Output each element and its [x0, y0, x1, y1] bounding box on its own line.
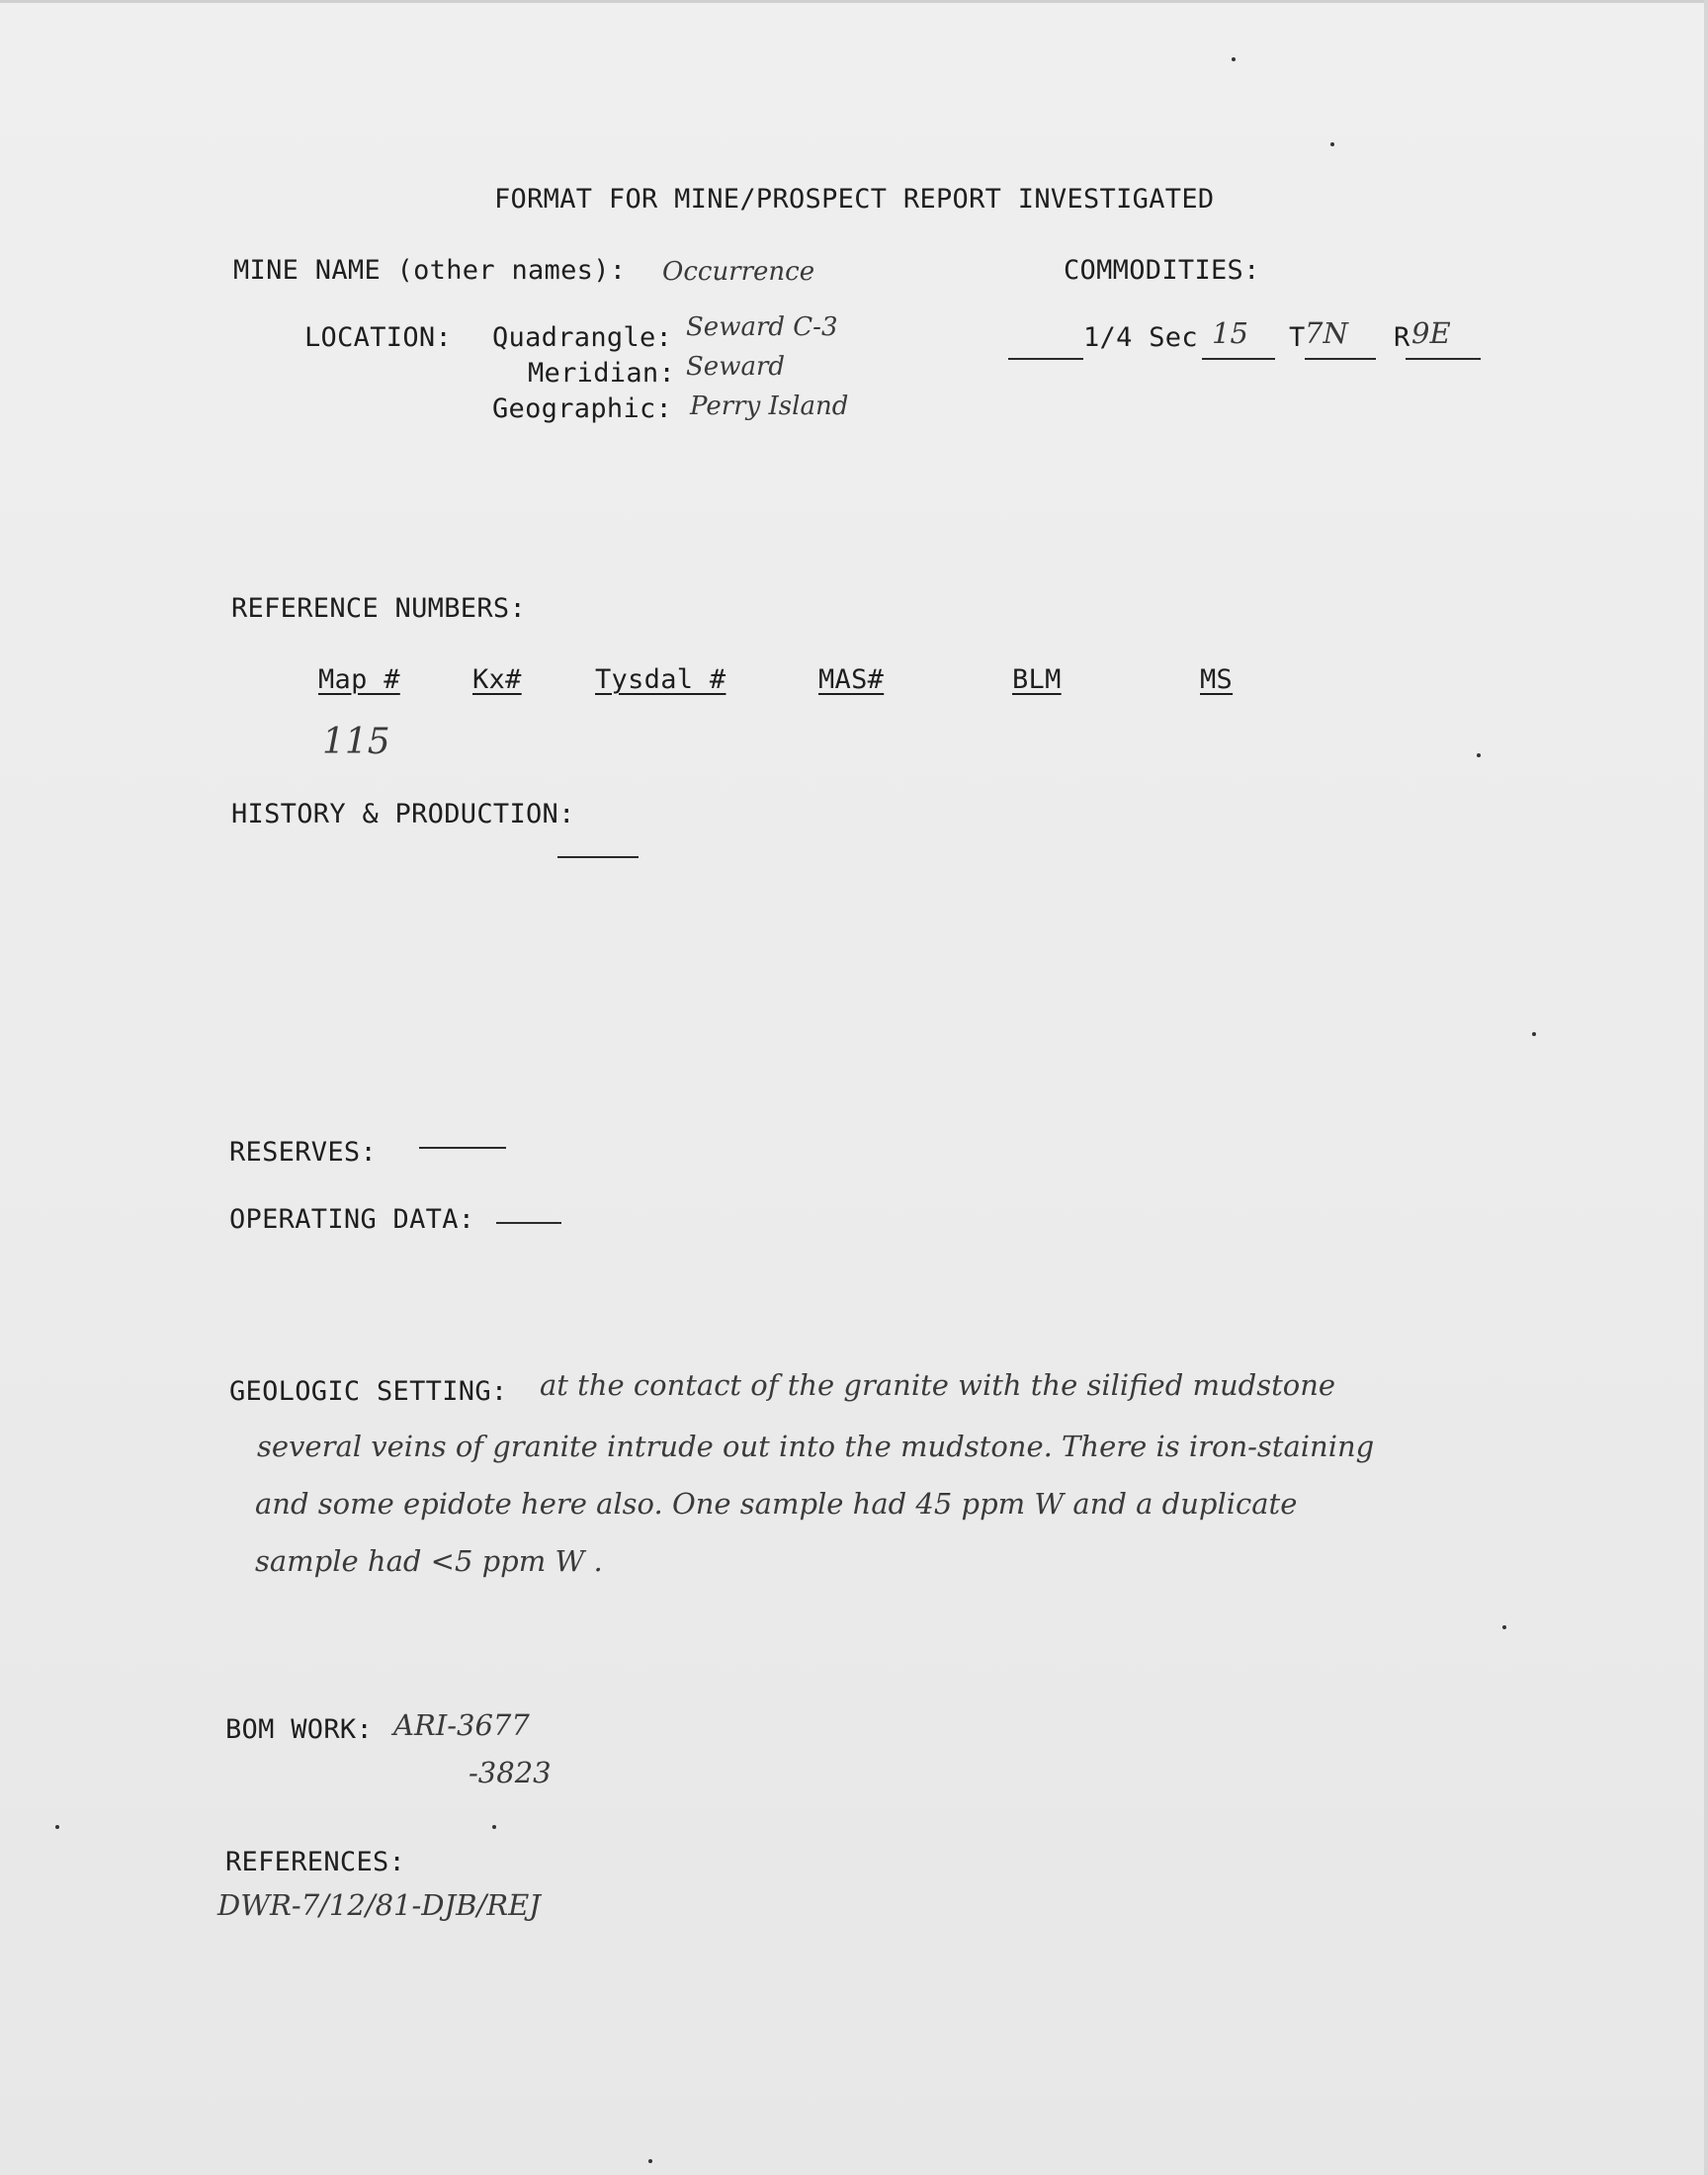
- meridian-value: Seward: [686, 352, 786, 382]
- operating-data-label: OPERATING DATA:: [229, 1204, 475, 1235]
- ref-col-tysdal: Tysdal #: [595, 664, 726, 695]
- history-label: HISTORY & PRODUCTION:: [231, 799, 575, 829]
- scan-speck: [1330, 142, 1334, 146]
- quadrangle-value: Seward C-3: [686, 312, 838, 342]
- range-label: R: [1394, 322, 1410, 353]
- operating-data-dash: [496, 1222, 561, 1224]
- top-edge: [0, 0, 1708, 3]
- history-dash: [557, 856, 639, 858]
- form-title: FORMAT FOR MINE/PROSPECT REPORT INVESTIGATED: [494, 184, 1215, 215]
- quadrangle-label: Quadrangle:: [492, 322, 673, 353]
- quarter-sec-label: 1/4 Sec: [1083, 322, 1198, 353]
- references-label: REFERENCES:: [225, 1847, 406, 1877]
- scan-speck: [1532, 1032, 1536, 1036]
- township-blank: [1305, 358, 1376, 360]
- ref-col-ms: MS: [1200, 664, 1234, 695]
- bom-work-line-1: ARI-3677: [393, 1708, 530, 1742]
- range-value: 9E: [1411, 316, 1451, 350]
- geologic-line-4: sample had <5 ppm W .: [255, 1544, 603, 1578]
- ref-col-mas: MAS#: [818, 664, 885, 695]
- geologic-setting-label: GEOLOGIC SETTING:: [229, 1376, 508, 1407]
- scan-speck: [55, 1825, 59, 1829]
- section-blank: [1202, 358, 1275, 360]
- scan-speck: [1232, 57, 1236, 61]
- meridian-label: Meridian:: [528, 358, 675, 389]
- right-edge: [1704, 0, 1708, 2175]
- bom-work-line-2: -3823: [469, 1756, 552, 1789]
- reference-numbers-label: REFERENCE NUMBERS:: [231, 593, 526, 624]
- township-value: 7N: [1305, 316, 1348, 350]
- geographic-value: Perry Island: [690, 392, 849, 421]
- bom-work-label: BOM WORK:: [225, 1714, 373, 1745]
- geographic-label: Geographic:: [492, 393, 673, 424]
- section-value: 15: [1212, 316, 1248, 350]
- range-blank: [1406, 358, 1481, 360]
- reserves-label: RESERVES:: [229, 1137, 377, 1168]
- geologic-line-1: at the contact of the granite with the silified mudstone: [540, 1368, 1336, 1402]
- ref-col-kx: Kx#: [472, 664, 522, 695]
- geologic-line-2: several veins of granite intrude out into the mudstone. There is iron-staining: [257, 1430, 1375, 1463]
- mine-name-label: MINE NAME (other names):: [233, 255, 627, 286]
- township-label: T: [1289, 322, 1306, 353]
- ref-col-map: Map #: [318, 664, 400, 695]
- commodities-label: COMMODITIES:: [1064, 255, 1260, 286]
- quarter-blank: [1008, 358, 1083, 360]
- scan-speck: [1502, 1625, 1506, 1629]
- reserves-dash: [419, 1147, 506, 1149]
- ref-col-blm: BLM: [1012, 664, 1062, 695]
- location-label: LOCATION:: [304, 322, 452, 353]
- scan-speck: [492, 1825, 496, 1829]
- scan-speck: [648, 2159, 652, 2163]
- map-number-value: 115: [322, 722, 390, 762]
- mine-name-value: Occurrence: [662, 257, 815, 287]
- geologic-line-3: and some epidote here also. One sample had 45 ppm W and a duplicate: [255, 1487, 1298, 1521]
- scan-speck: [1477, 753, 1481, 757]
- references-value: DWR-7/12/81-DJB/REJ: [217, 1888, 541, 1922]
